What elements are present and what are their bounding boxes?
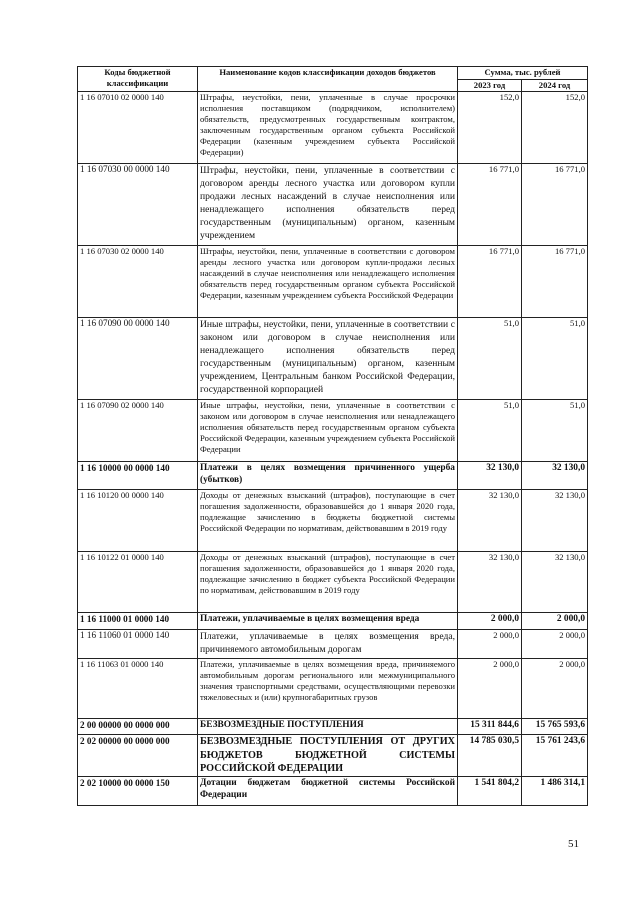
row-name: Платежи, уплачиваемые в целях возмещения вреда, причиняемого автомобильным дорогам — [198, 630, 458, 659]
table-row — [78, 92, 588, 164]
row-code: 1 16 10120 00 0000 140 — [78, 490, 198, 552]
table-row — [78, 719, 588, 735]
row-value-2024: 2 000,0 — [522, 659, 588, 719]
row-value-2023: 51,0 — [458, 318, 522, 400]
row-value-2024: 32 130,0 — [522, 552, 588, 613]
row-value-2023: 32 130,0 — [458, 490, 522, 552]
row-name: Штрафы, неустойки, пени, уплаченные в соответствии с договором аренды лесного участка или договором купли продажи лесных насаждений в случае неисполнения или ненадлежащего исполнения обязательств перед государственным (муниципальным) органом, казенным учреждением — [198, 164, 458, 246]
table-row — [78, 246, 588, 318]
row-value-2024: 16 771,0 — [522, 164, 588, 246]
header-sum: Сумма, тыс. рублей — [458, 67, 588, 80]
table-row — [78, 400, 588, 462]
table-row — [78, 462, 588, 490]
table-row — [78, 164, 588, 246]
header-code: Коды бюджетной классификации — [78, 67, 198, 92]
row-value-2023: 16 771,0 — [458, 246, 522, 318]
row-value-2024: 51,0 — [522, 318, 588, 400]
row-value-2024: 2 000,0 — [522, 613, 588, 630]
row-value-2024: 15 761 243,6 — [522, 735, 588, 777]
row-value-2023: 2 000,0 — [458, 659, 522, 719]
table-row — [78, 630, 588, 659]
row-code: 1 16 10000 00 0000 140 — [78, 462, 198, 490]
row-code: 1 16 07090 02 0000 140 — [78, 400, 198, 462]
row-value-2023: 32 130,0 — [458, 552, 522, 613]
row-value-2023: 15 311 844,6 — [458, 719, 522, 735]
budget-table — [77, 66, 588, 806]
row-code: 1 16 07030 00 0000 140 — [78, 164, 198, 246]
row-value-2024: 32 130,0 — [522, 490, 588, 552]
row-name: Платежи, уплачиваемые в целях возмещения вреда, причиняемого автомобильным дорогам регионального или межмуниципального значения транспортными средствами, осуществляющими перевозки тяжеловесных и (или) крупногабаритных грузов — [198, 659, 458, 719]
row-name: Иные штрафы, неустойки, пени, уплаченные в соответствии с законом или договором в случае неисполнения или ненадлежащего исполнения обязательств перед государственным (муниципальным) органом, казенным учреждением, Центральным банком Российской Федерации, государственной корпорацией — [198, 318, 458, 400]
row-code: 1 16 07010 02 0000 140 — [78, 92, 198, 164]
row-value-2023: 14 785 030,5 — [458, 735, 522, 777]
row-value-2024: 152,0 — [522, 92, 588, 164]
table-row — [78, 776, 588, 805]
table-row — [78, 735, 588, 777]
table-row — [78, 552, 588, 613]
row-value-2024: 51,0 — [522, 400, 588, 462]
row-value-2023: 32 130,0 — [458, 462, 522, 490]
header-year-2023: 2023 год — [458, 80, 522, 92]
row-code: 1 16 07090 00 0000 140 — [78, 318, 198, 400]
row-name: Доходы от денежных взысканий (штрафов), поступающие в счет погашения задолженности, образовавшейся до 1 января 2020 года, подлежащие зачислению в бюджеты бюджетной системы Российской Федерации по нормативам, действовавшим в 2019 году — [198, 490, 458, 552]
table-row — [78, 613, 588, 630]
row-name: Доходы от денежных взысканий (штрафов), поступающие в счет погашения задолженности, образовавшейся до 1 января 2020 года, подлежащие зачислению в бюджет субъекта Российской Федерации по нормативам, действовавшим в 2019 году — [198, 552, 458, 613]
page-number: 51 — [568, 838, 579, 850]
row-code: 1 16 10122 01 0000 140 — [78, 552, 198, 613]
row-code: 1 16 11060 01 0000 140 — [78, 630, 198, 659]
row-value-2024: 16 771,0 — [522, 246, 588, 318]
row-value-2023: 16 771,0 — [458, 164, 522, 246]
table-row — [78, 318, 588, 400]
row-name: Дотации бюджетам бюджетной системы Российской Федерации — [198, 776, 458, 805]
row-code: 1 16 11063 01 0000 140 — [78, 659, 198, 719]
row-name: Штрафы, неустойки, пени, уплаченные в случае просрочки исполнения поставщиком (подрядчиком, исполнителем) обязательств, предусмотренных государственным контрактом, заключенным государственным органом субъекта Российской Федерации (казенным учреждением субъекта Российской Федерации) — [198, 92, 458, 164]
row-value-2024: 15 765 593,6 — [522, 719, 588, 735]
row-value-2023: 51,0 — [458, 400, 522, 462]
row-name: Штрафы, неустойки, пени, уплаченные в соответствии с договором аренды лесного участка или договором купли-продажи лесных насаждений в случае неисполнения или ненадлежащего исполнения обязательств перед государственным органом субъекта Российской Федерации, казенным учреждением субъекта Российской Федерации — [198, 246, 458, 318]
row-code: 2 02 00000 00 0000 000 — [78, 735, 198, 777]
table-row — [78, 659, 588, 719]
row-value-2024: 2 000,0 — [522, 630, 588, 659]
row-name: Платежи в целях возмещения причиненного ущерба (убытков) — [198, 462, 458, 490]
row-value-2023: 152,0 — [458, 92, 522, 164]
row-name: Иные штрафы, неустойки, пени, уплаченные в соответствии с законом или договором в случае неисполнения или ненадлежащего исполнения обязательств перед государственным органом субъекта Российской Федерации, казенным учреждением субъекта Российской Федерации — [198, 400, 458, 462]
row-value-2024: 32 130,0 — [522, 462, 588, 490]
row-value-2023: 1 541 804,2 — [458, 776, 522, 805]
row-code: 1 16 07030 02 0000 140 — [78, 246, 198, 318]
row-value-2023: 2 000,0 — [458, 630, 522, 659]
row-name: БЕЗВОЗМЕЗДНЫЕ ПОСТУПЛЕНИЯ — [198, 719, 458, 735]
row-code: 2 02 10000 00 0000 150 — [78, 776, 198, 805]
row-code: 2 00 00000 00 0000 000 — [78, 719, 198, 735]
header-year-2024: 2024 год — [522, 80, 588, 92]
row-name: БЕЗВОЗМЕЗДНЫЕ ПОСТУПЛЕНИЯ ОТ ДРУГИХ БЮДЖЕТОВ БЮДЖЕТНОЙ СИСТЕМЫ РОССИЙСКОЙ ФЕДЕРАЦИИ — [198, 735, 458, 777]
row-name: Платежи, уплачиваемые в целях возмещения вреда — [198, 613, 458, 630]
row-value-2024: 1 486 314,1 — [522, 776, 588, 805]
table-row — [78, 490, 588, 552]
header-name: Наименование кодов классификации доходов бюджетов — [198, 67, 458, 92]
row-code: 1 16 11000 01 0000 140 — [78, 613, 198, 630]
row-value-2023: 2 000,0 — [458, 613, 522, 630]
